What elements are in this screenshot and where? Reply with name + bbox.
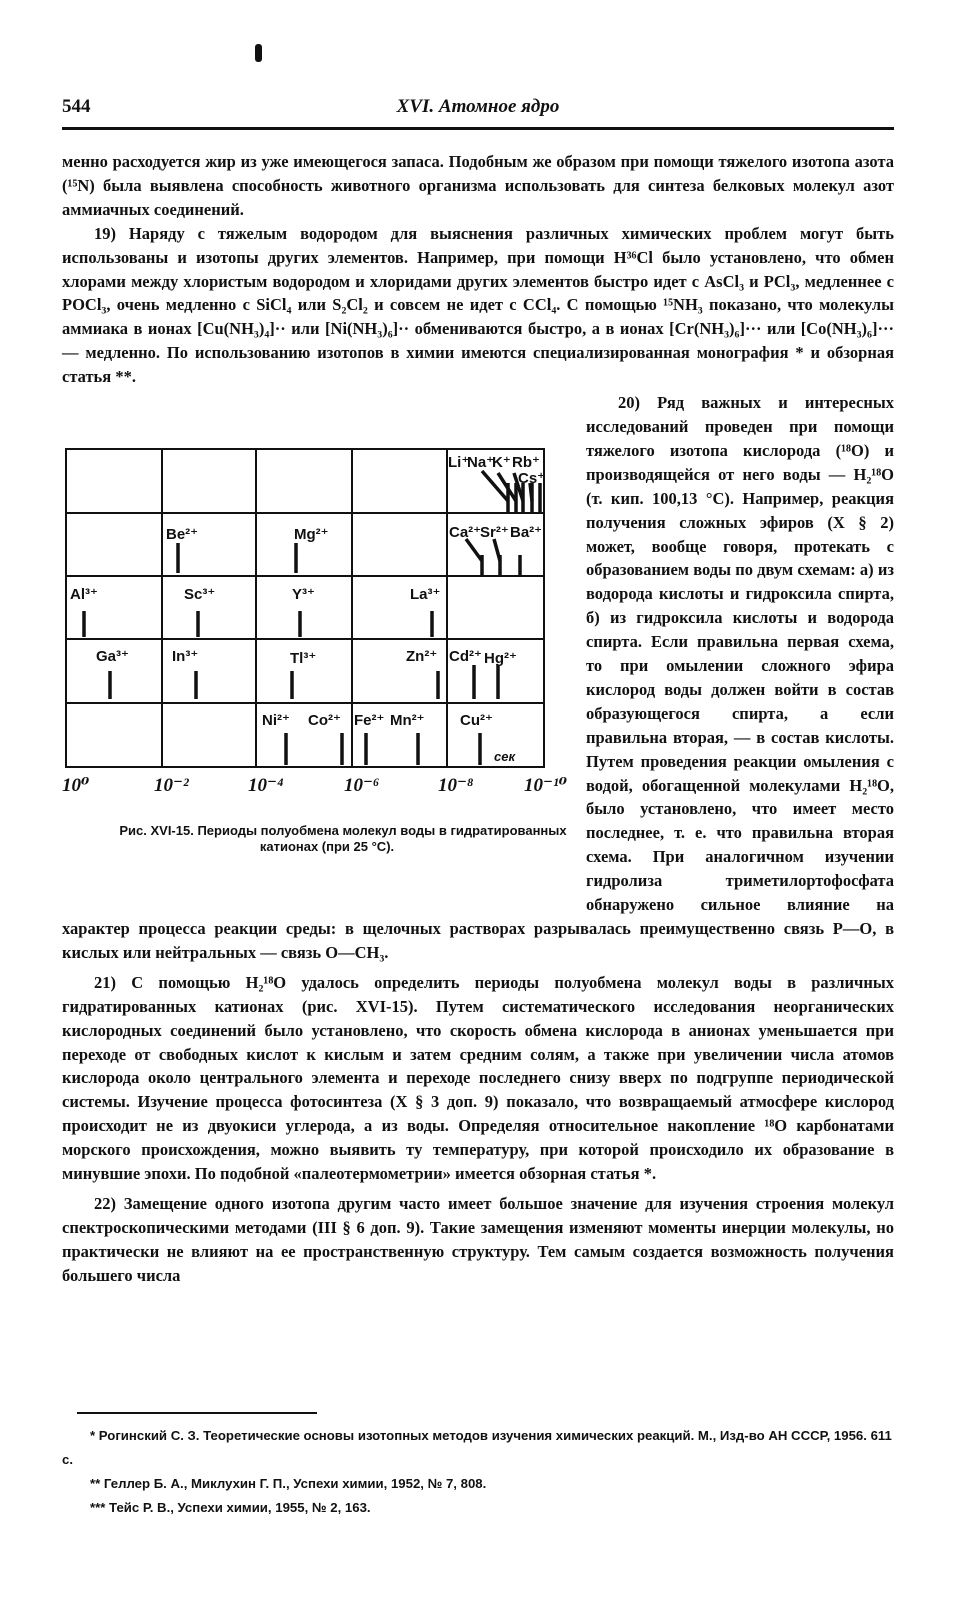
ion-label: Tl³⁺	[290, 650, 317, 668]
figure-xvi-15	[62, 443, 574, 901]
ion-label: Hg²⁺	[484, 650, 517, 668]
footnote-3: *** Тейс Р. В., Успехи химии, 1955, № 2, 163.	[90, 1500, 371, 1515]
ion-label: Ca²⁺	[449, 524, 482, 542]
ion-label: Li⁺	[448, 454, 470, 472]
ion-label: Zn²⁺	[406, 648, 438, 666]
running-title: XVI. Атомное ядро	[396, 96, 560, 117]
unit-label: сек	[494, 749, 516, 765]
print-mark	[255, 44, 262, 62]
ion-label: Co²⁺	[308, 712, 341, 730]
footnote-1: * Рогинский С. З. Теоретические основы изотопных методов изучения химических реакций. М., Изд-во АН СССР, 1956. 611 с.	[62, 1428, 892, 1467]
axis-tick: 10⁻⁸	[438, 775, 474, 797]
ion-label: Mn²⁺	[390, 712, 425, 730]
ion-label: Y³⁺	[292, 586, 315, 604]
ion-label: Rb⁺	[512, 454, 540, 472]
footnotes	[62, 1424, 894, 1520]
ion-label: Cd²⁺	[449, 648, 482, 666]
axis-tick: 10⁻⁴	[248, 775, 284, 797]
figure-caption: Рис. XVI-15. Периоды полуобмена молекул воды в гидратированных катионах (при 25 °C).	[119, 823, 567, 855]
main-text	[62, 150, 894, 1288]
ion-label: Ba²⁺	[510, 524, 543, 542]
ion-label: Be²⁺	[166, 526, 199, 544]
footnote-rule	[77, 1412, 317, 1414]
paragraph-22: 22) Замещение одного изотопа другим часто имеет большое значение для изучения строения молекул спектроскопическими методами (III § 6 доп. 9). Такие замещения изменяют моменты инерции молекулы, но практически не влияют на ее пространственную структуру. Тем самым создается возможность получения большего числа	[62, 1193, 894, 1285]
ion-label: K⁺	[492, 454, 511, 472]
axis-tick: 10⁰	[62, 775, 90, 797]
header-rule	[62, 127, 894, 130]
half-exchange-diagram	[62, 443, 574, 843]
ion-label: Sc³⁺	[184, 586, 216, 604]
footnote-2: ** Геллер Б. А., Миклухин Г. П., Успехи химии, 1952, № 7, 808.	[90, 1476, 487, 1491]
axis-tick: 10⁻⁶	[344, 775, 380, 797]
ion-label: Ni²⁺	[262, 712, 290, 730]
ion-label: Na⁺	[467, 454, 495, 472]
page-number: 544	[62, 96, 91, 117]
page-header	[62, 96, 894, 124]
ion-label: In³⁺	[172, 648, 199, 666]
ion-label: Sr²⁺	[480, 524, 509, 542]
ion-label: Cu²⁺	[460, 712, 493, 730]
ion-label: La³⁺	[410, 586, 441, 604]
paragraph-19: 19) Наряду с тяжелым водородом для выяснения различных химических проблем могут быть использованы и изотопы других элементов. Например, при помощи H³⁶Cl было установлено, что обмен хлорами между хлористым водородом и хлоридами других элементов быстро идет с AsCl₃ и PCl₃, медленнее с POCl₃, очень медленно с SiCl₄ или S₂Cl₂ и совсем не идет с CCl₄. С помощью ¹⁵NH₃ показано, что молекулы аммиака в ионах [Cu(NH₃)₄]·· или [Ni(NH₃)₆]·· обмениваются быстро, а в ионах [Cr(NH₃)₆]··· или [Co(NH₃)₆]··· — медленно. По использованию изотопов в химии имеются специализированная монография * и обзорная статья **.	[62, 223, 894, 387]
ion-label: Cs⁺	[518, 470, 546, 488]
ion-label: Al³⁺	[70, 586, 98, 604]
ion-label: Ga³⁺	[96, 648, 129, 666]
ion-label: Fe²⁺	[354, 712, 385, 730]
paragraph-20-text: 20) Ряд важных и интересных исследований проведен при помощи тяжелого изотопа кислорода (¹⁸O) и производящейся от него воды — H₂¹⁸O (т. кип. 100,13 °C). Например, реакция получения сложных эфиров (X § 2) может, вообще говоря, протекать с образованием воды по двум схемам: а) из водорода кислоты и гидроксила спирта, б) из гидроксила кислоты и водорода спирта. Если правильна первая схема, то при омылении сложного эфира кислород воды должен войти в состав образующегося спирта, а если правильна вторая, — в состав кислоты. Путем проведения реакции омыления с водой, обогащенной молекулами H₂¹⁸O, было установлено, что имеет место последнее, т. е. что правильна вторая схема. При аналогичном изучении гидролиза триметилортофосфата обнаружено сильное влияние на характер процесса реакции среды: в щелочных растворах разрывалась преимущественно связь P—O, в кислых или нейтральных — связь O—CH₃.	[62, 393, 894, 962]
paragraph-20	[62, 391, 894, 965]
ion-label: Mg²⁺	[294, 526, 329, 544]
paragraph-continued: менно расходуется жир из уже имеющегося запаса. Подобным же образом при помощи тяжелого изотопа азота (¹⁵N) была выявлена способность животного организма использовать для синтеза белковых молекул азот аммиачных соединений.	[62, 152, 894, 219]
axis-tick: 10⁻¹⁰	[524, 775, 568, 797]
paragraph-21: 21) С помощью H₂¹⁸O удалось определить периоды полуобмена молекул воды в различных гидратированных катионах (рис. XVI-15). Путем систематического исследования неорганических кислородных соединений было установлено, что скорость обмена кислорода в анионах уменьшается при переходе от свободных кислот к кислым и затем средним солям, а также при увеличении числа атомов кислорода около центрального элемента и переходе последнего снизу вверх по подгруппе периодической системы. Изучение процесса фотосинтеза (X § 3 доп. 9) показало, что возвращаемый атмосфере кислород происходит не из двуокиси углерода, а из воды. Определяя относительное накопление ¹⁸O карбонатами морского происхождения, можно выявить ту температуру, при которой происходило их образование в минувшие эпохи. По подобной «палеотермометрии» имеется обзорная статья *.	[62, 972, 894, 1184]
axis-tick: 10⁻²	[154, 775, 189, 797]
